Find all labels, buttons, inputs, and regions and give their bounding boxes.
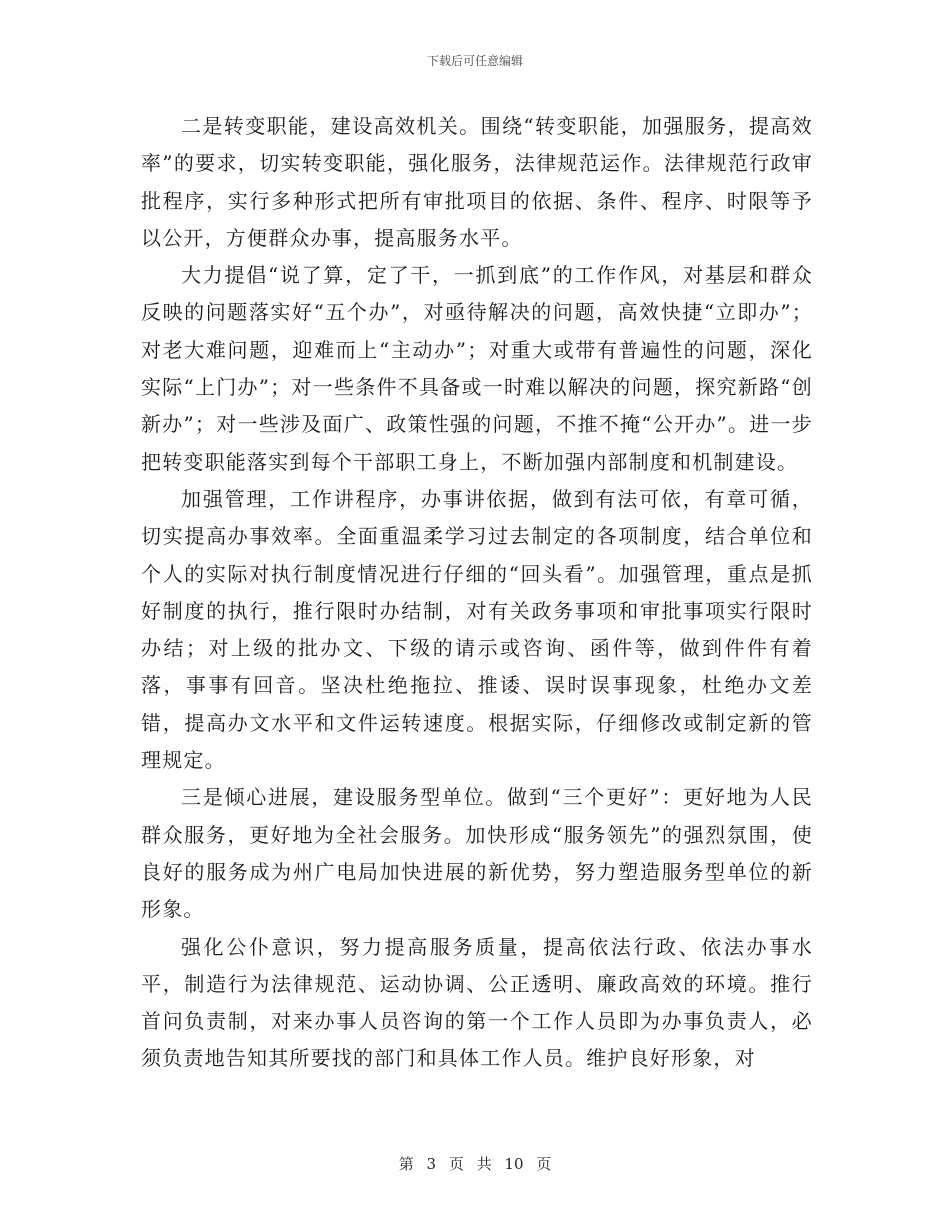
footer-total-word: 共 (476, 1155, 492, 1173)
footer-suffix: 页 (536, 1155, 552, 1173)
paragraph-4: 三是倾心进展，建设服务型单位。做到“三个更好”：更好地为人民群众服务，更好地为全社会服务。加快形成“服务领先”的强烈氛围，使良好的服务成为州广电局加快进展的新优势，努力塑造服务型单位的新形象。 (141, 785, 813, 922)
footer-prefix: 第 (398, 1155, 414, 1173)
paragraph-1: 二是转变职能，建设高效机关。围绕“转变职能，加强服务，提高效率”的要求，切实转变职能，强化服务，法律规范运作。法律规范行政审批程序，实行多种形式把所有审批项目的依据、条件、程序、时限等予以公开，方便群众办事，提高服务水平。 (141, 114, 813, 250)
paragraph-2: 大力提倡“说了算，定了干，一抓到底”的工作作风，对基层和群众反映的问题落实好“五个办”，对亟待解决的问题，高效快捷“立即办”；对老大难问题，迎难而上“主动办”；对重大或带有普遍性的问题，深化实际“上门办”；对一些条件不具备或一时难以解决的问题，探究新路“创新办”；对一些涉及面广、政策性强的问题，不推不掩“公开办”。进一步把转变职能落实到每个干部职工身上，不断加强内部制度和机制建设。 (141, 263, 813, 474)
paragraph-5: 强化公仆意识，努力提高服务质量，提高依法行政、依法办事水平，制造行为法律规范、运动协调、公正透明、廉政高效的环境。推行首问负责制，对来办事人员咨询的第一个工作人员即为办事负责人，必须负责地告知其所要找的部门和具体工作人员。维护良好形象，对 (141, 934, 813, 1071)
footer-total-pages: 10 (504, 1155, 524, 1173)
document-body (141, 108, 813, 1078)
page-header: 下载后可任意编辑 (426, 54, 523, 68)
footer-current-page: 3 (426, 1155, 437, 1173)
footer-page-word: 页 (448, 1155, 464, 1173)
page-footer (0, 1153, 950, 1174)
paragraph-3: 加强管理，工作讲程序，办事讲依据，做到有法可依，有章可循，切实提高办事效率。全面重温柔学习过去制定的各项制度，结合单位和个人的实际对执行制度情况进行仔细的“回头看”。加强管理，重点是抓好制度的执行，推行限时办结制，对有关政务事项和审批事项实行限时办结；对上级的批办文、下级的请示或咨询、函件等，做到件件有着落，事事有回音。坚决杜绝拖拉、推诿、误时误事现象，杜绝办文差错，提高办文水平和文件运转速度。根据实际，仔细修改或制定新的管理规定。 (141, 486, 813, 773)
